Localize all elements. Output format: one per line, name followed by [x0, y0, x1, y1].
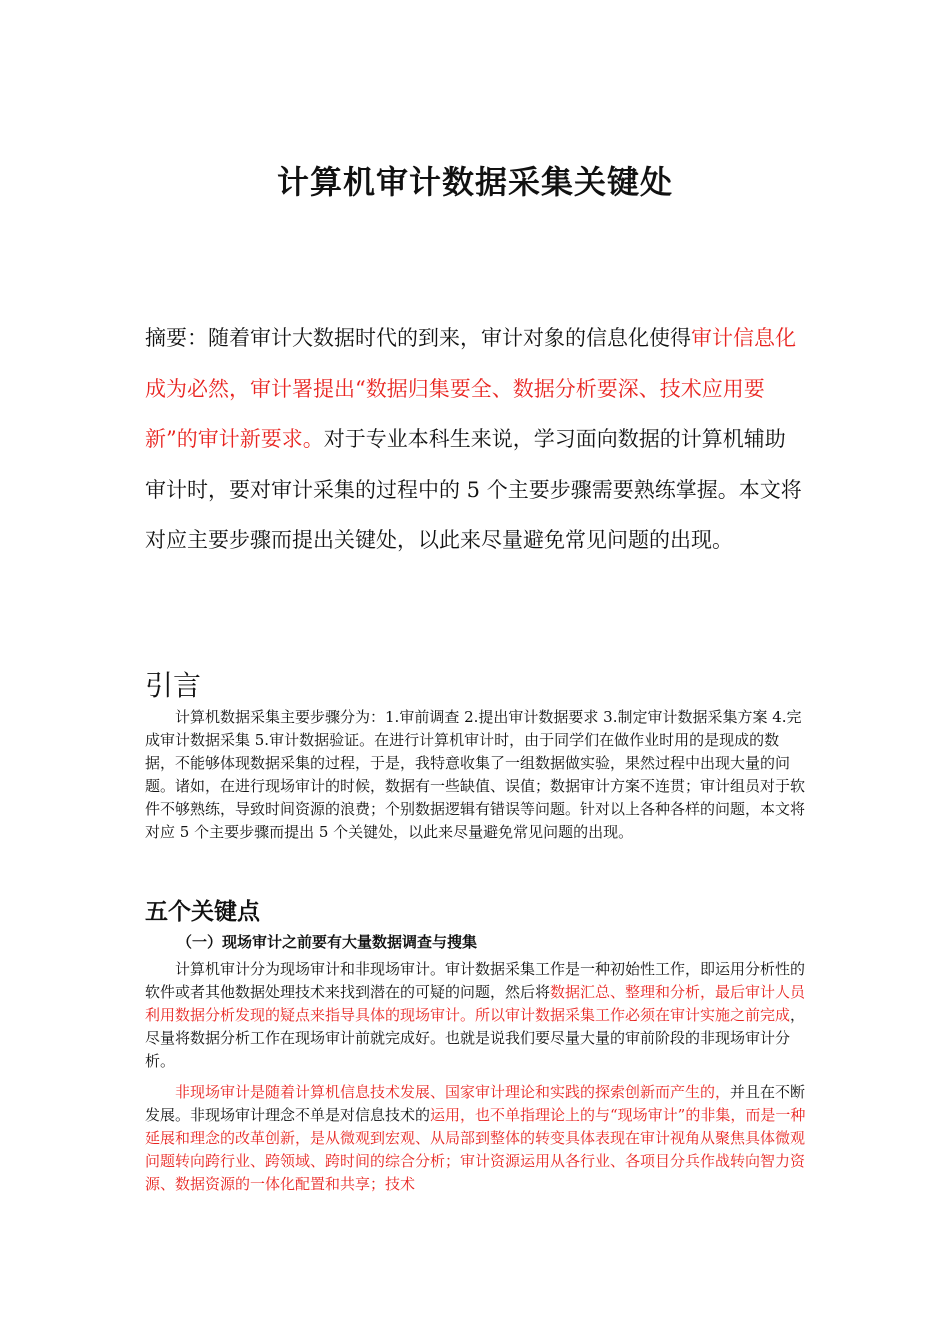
- intro-heading: 引言: [145, 669, 202, 702]
- abstract-text: 摘要：随着审计大数据时代的到来，审计对象的信息化使得: [145, 326, 691, 350]
- paragraph-text: 并且在不断发展。非现场审计理念不单是对信息技术的: [145, 1083, 806, 1125]
- paragraph-highlight: 数据汇总、整理和分析，最后审计人员利用数据分析发现的疑点来指导具体的现场审计。所以审计数据采集工作必须在审计实施之前完成: [145, 983, 806, 1025]
- section-paragraph-2: [145, 1081, 807, 1196]
- section-heading: 五个关键点: [145, 899, 260, 925]
- paragraph-highlight: 非现场审计是随着计算机信息技术发展、国家审计理论和实践的探索创新而产生的，: [175, 1083, 731, 1101]
- paragraph-text-cont: ，尽量将数据分析工作在现场审计前就完成好。也就是说我们要尽量大量的审前阶段的非现场审计分析。: [145, 1006, 806, 1071]
- document-title: 计算机审计数据采集关键处: [276, 163, 673, 201]
- abstract-paragraph: [145, 313, 805, 566]
- section-paragraph-1: [145, 958, 807, 1073]
- abstract-text-cont: 对于专业本科生来说，学习面向数据的计算机辅助审计时，要对审计采集的过程中的 5 个主要步骤需要熟练掌握。本文将对应主要步骤而提出关键处，以此来尽量避免常见问题的出现。: [145, 427, 802, 552]
- abstract-highlight: 审计信息化成为必然，审计署提出“数据归集要全、数据分析要深、技术应用要新”的审计新要求。: [145, 326, 796, 451]
- paragraph-text: 计算机审计分为现场审计和非现场审计。审计数据采集工作是一种初始性工作，即运用分析性的软件或者其他数据处理技术来找到潜在的可疑的问题，然后将: [145, 960, 806, 1002]
- intro-paragraph: 计算机数据采集主要步骤分为：1.审前调查 2.提出审计数据要求 3.制定审计数据采集方案 4.完成审计数据采集 5.审计数据验证。在进行计算机审计时，由于同学们在做作业时用的是现成的数据，不能够体现数据采集的过程，于是，我特意收集了一组数据做实验，果然过程中出现大量的问题。诸如，在进行现场审计的时候，数据有一些缺值、误值；数据审计方案不连贯；审计组员对于软件不够熟练，导致时间资源的浪费；个别数据逻辑有错误等问题。针对以上各种各样的问题，本文将对应 5 个主要步骤而提出 5 个关键处，以此来尽量避免常见问题的出现。: [145, 708, 806, 842]
- section-subheading: （一）现场审计之前要有大量数据调查与搜集: [177, 933, 478, 951]
- paragraph-highlight-cont: 运用，也不单指理论上的与“现场审计”的非集，而是一种延展和理念的改革创新，是从微观到宏观、从局部到整体的转变具体表现在审计视角从聚焦具体微观问题转向跨行业、跨领域、跨时间的综合分析；审计资源运用从各行业、各项目分兵作战转向智力资源、数据资源的一体化配置和共享；技术: [145, 1106, 806, 1194]
